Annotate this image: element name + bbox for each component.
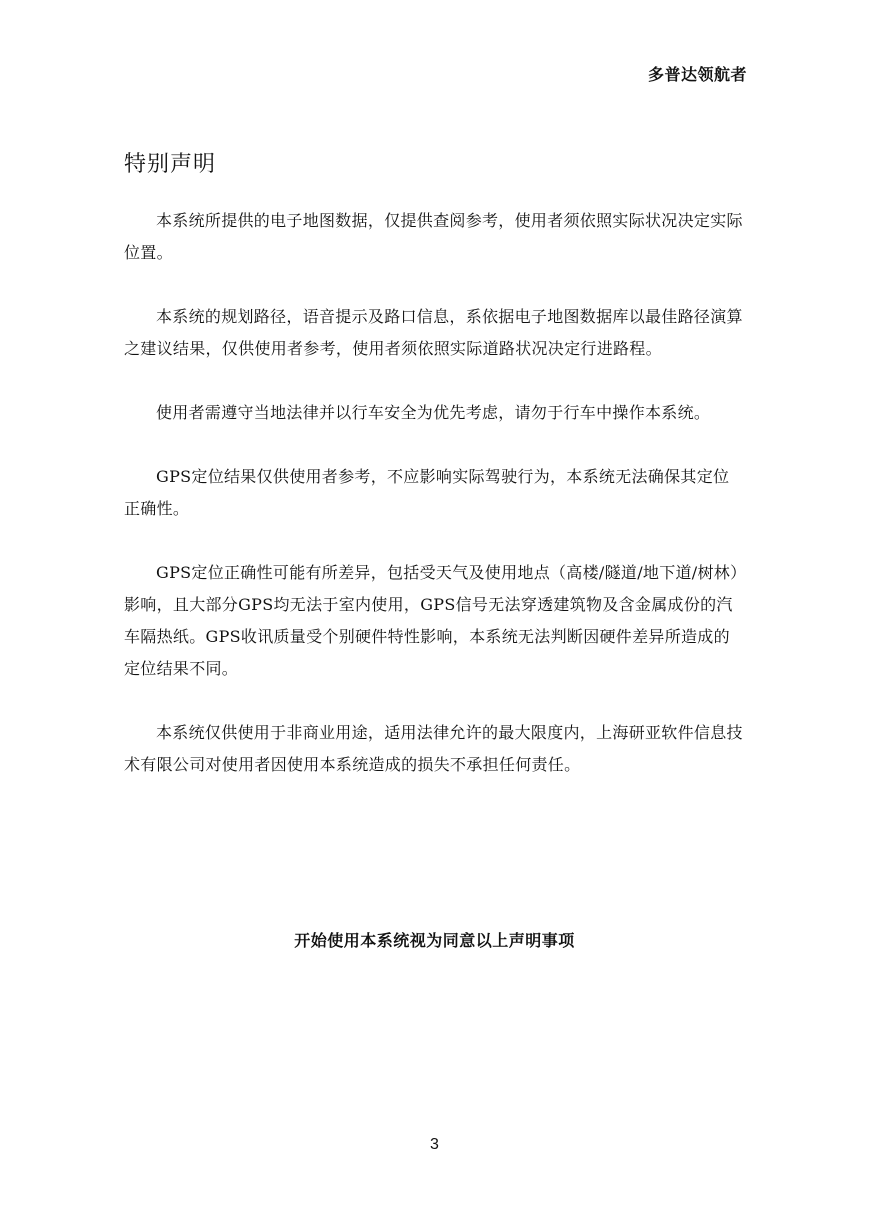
running-header: 多普达领航者 [647,65,747,84]
paragraph-map-data: 本系统所提供的电子地图数据，仅提供查阅参考，使用者须依照实际状况决定实际位置。 [124,211,743,262]
paragraph-traffic-safety: 使用者需遵守当地法律并以行车安全为优先考虑，请勿于行车中操作本系统。 [156,403,711,422]
disclaimer-body [124,205,744,813]
paragraph-liability: 本系统仅供使用于非商业用途，适用法律允许的最大限度内，上海研亚软件信息技术有限公司对使用者因使用本系统造成的损失不承担任何责任。 [124,723,743,774]
section-title: 特别声明 [124,152,217,177]
paragraph-gps-result: GPS定位结果仅供使用者参考，不应影响实际驾驶行为，本系统无法确保其定位正确性。 [124,467,730,518]
agreement-statement: 开始使用本系统视为同意以上声明事项 [294,931,575,950]
paragraph-gps-accuracy: GPS定位正确性可能有所差异，包括受天气及使用地点（高楼/隧道/地下道/树林）影响，且大部分GPS均无法于室内使用，GPS信号无法穿透建筑物及含金属成份的汽车隔热纸。GPS收讯质量受个别硬件特性影响，本系统无法判断因硬件差异所造成的定位结果不同。 [124,563,739,678]
page-number: 3 [430,1136,439,1153]
paragraph-route-planning: 本系统的规划路径，语音提示及路口信息，系依据电子地图数据库以最佳路径演算之建议结果，仅供使用者参考，使用者须依照实际道路状况决定行进路程。 [124,307,743,358]
